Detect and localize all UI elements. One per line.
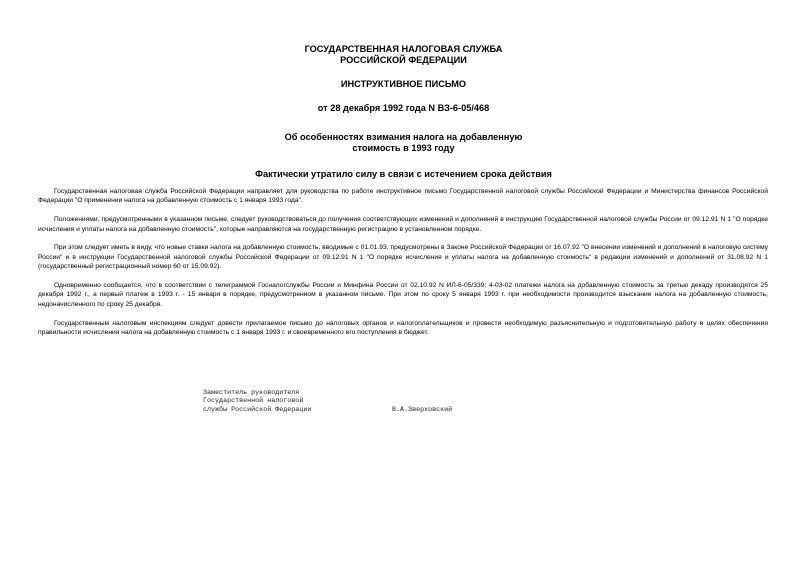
body-paragraph: Положениями, предусмотренными в указанном письме, следует руководствоваться до получения соответствующих изменений и дополнений в инструкцию Государственной налоговой службы России от 09.12.91 N 1 "О порядке исчисления и уплаты налога на добавленную стоимость", которые направляются на государственную регистрацию в установленном порядке. bbox=[38, 216, 768, 233]
document-date-number: от 28 декабря 1992 года N ВЗ-6-05/468 bbox=[317, 103, 490, 113]
document-body bbox=[38, 187, 768, 347]
agency-line-2: РОССИЙСКОЙ ФЕДЕРАЦИИ bbox=[340, 55, 467, 65]
signatory-title-line-3: службы Российской Федерации bbox=[203, 405, 312, 414]
document-status: Фактически утратило силу в связи с истечением срока действия bbox=[255, 169, 552, 179]
body-paragraph: Одновременно сообщается, что в соответствии с телеграммой Госналогслужбы России и Минфина России от 02.10.92 N ИЛ-6-05/339; 4-03-02 платежи налога на добавленную стоимость за третью декаду производятся 25 декабря 1992 г., а первый платеж в 1993 г. - 15 января в порядке, предусмотренном в указанном письме. При этом по сроку 5 января 1993 г. при необходимости производится взыскание налога на добавленную стоимость, недоначисленного по сроку 25 декабря. bbox=[38, 282, 768, 308]
document-subject-line-1: Об особенностях взимания налога на добавленную bbox=[284, 132, 523, 142]
signatory-title-line-2: Государственной налоговой bbox=[203, 397, 304, 406]
signatory-title-line-1: Заместитель руководителя bbox=[203, 389, 300, 397]
body-paragraph: Государственным налоговым инспекциям следует довести прилагаемое письмо до налоговых органов и налогоплательщиков и провести необходимую разъяснительную и подготовительную работу в целях обеспечения правильности исчисления налога на добавленную стоимость с 1 января 1993 г. и своевременного его поступления в бюджет. bbox=[38, 319, 768, 337]
document-subject-line-2: стоимость в 1993 году bbox=[352, 143, 455, 153]
signatory-name: В.А.Зверховский bbox=[392, 405, 453, 414]
agency-line-1: ГОСУДАРСТВЕННАЯ НАЛОГОВАЯ СЛУЖБА bbox=[304, 44, 503, 54]
signature-block bbox=[203, 389, 453, 414]
body-paragraph: При этом следует иметь в виду, что новые ставки налога на добавленную стоимость, вводимые с 01.01.93, предусмотрены в Законе Российской Федерации от 16.07.92 "О внесении изменений и дополнений в налоговую систему России" и в инструкции Государственной налоговой службы Российской Федерации от 09.12.91 N 1 "О порядке исчисления и уплаты налога на добавленную стоимость" в редакции изменений и дополнений от 31.08.92 N 1 (государственный регистрационный номер 60 от 15.09.92). bbox=[38, 244, 768, 271]
document-type: ИНСТРУКТИВНОЕ ПИСЬМО bbox=[340, 79, 467, 89]
body-paragraph: Государственная налоговая служба Российской Федерации направляет для руководства по работе инструктивное письмо Государственной налоговой службы Российской Федерации и Министерства финансов Российской Федерации "О применении налога на добавленную стоимость с 1 января 1993 года". bbox=[38, 188, 768, 205]
document-header bbox=[0, 44, 807, 180]
